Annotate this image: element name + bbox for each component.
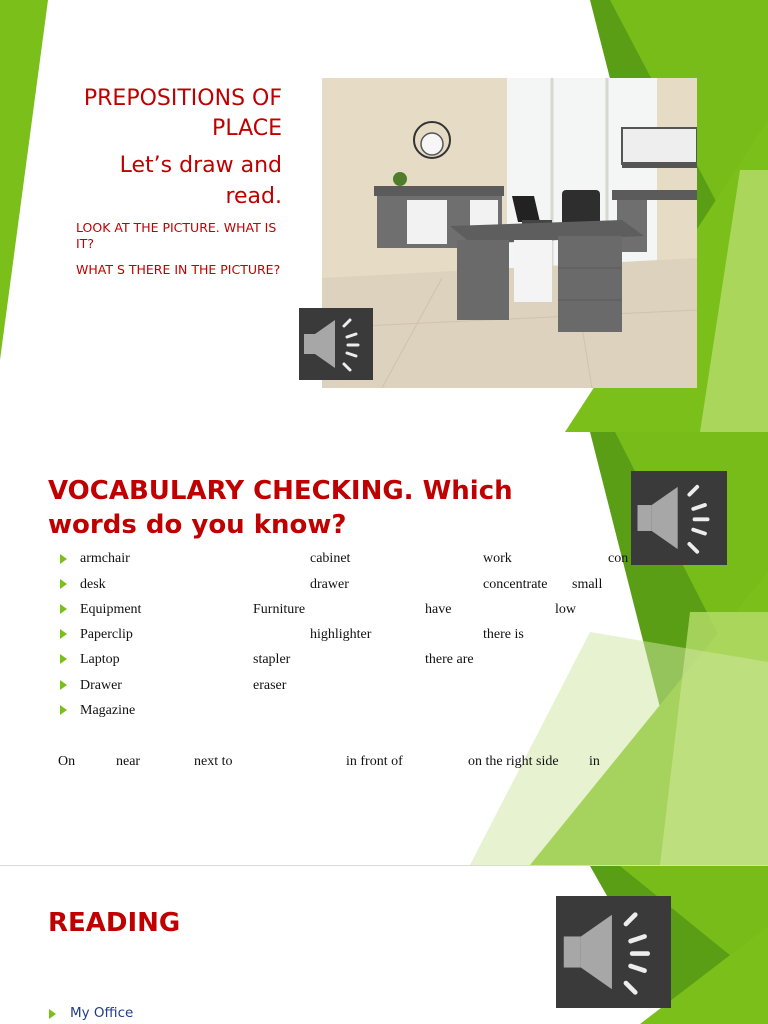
vocab-word: there are bbox=[425, 652, 474, 667]
audio-speaker-button[interactable] bbox=[631, 471, 727, 565]
preposition-word: in front of bbox=[346, 754, 403, 769]
slide-1 bbox=[0, 0, 768, 432]
vocab-word: con bbox=[608, 551, 629, 566]
slide-3 bbox=[0, 866, 768, 1024]
question-1: LOOK AT THE PICTURE. WHAT IS IT? bbox=[76, 220, 277, 251]
audio-speaker-button[interactable] bbox=[299, 308, 373, 380]
vocab-word: drawer bbox=[310, 577, 349, 592]
speaker-icon bbox=[631, 471, 727, 565]
bullet-icon bbox=[60, 654, 67, 664]
question-2: WHAT S THERE IN THE PICTURE? bbox=[76, 262, 281, 277]
vocab-word: Laptop bbox=[80, 652, 120, 667]
vocab-word: have bbox=[425, 602, 452, 617]
vocab-word: Equipment bbox=[80, 602, 142, 617]
preposition-word: next to bbox=[194, 754, 233, 769]
vocab-word: eraser bbox=[253, 678, 287, 693]
speaker-icon bbox=[299, 308, 373, 380]
slide-subtitle: Let’s draw and read. bbox=[119, 153, 282, 209]
vocab-word: highlighter bbox=[310, 627, 372, 642]
vocab-word: Magazine bbox=[80, 703, 136, 718]
preposition-word: on the right side bbox=[468, 754, 559, 769]
slide-title: PREPOSITIONS OF PLACE bbox=[83, 86, 282, 141]
section-heading: READING bbox=[48, 908, 181, 938]
section-heading: VOCABULARY CHECKING. Which words do you know? bbox=[48, 476, 513, 540]
office-desk-photo bbox=[322, 78, 697, 388]
vocab-word: armchair bbox=[80, 551, 130, 566]
preposition-word: near bbox=[116, 754, 141, 769]
audio-speaker-button[interactable] bbox=[556, 896, 671, 1008]
vocab-word: small bbox=[572, 577, 603, 592]
speaker-icon bbox=[556, 896, 671, 1008]
preposition-word: On bbox=[58, 754, 76, 769]
reading-item-link[interactable]: My Office bbox=[70, 1005, 134, 1021]
bullet-icon bbox=[60, 604, 67, 614]
vocab-word: stapler bbox=[253, 652, 291, 667]
slide-2 bbox=[0, 432, 768, 865]
vocab-word: concentrate bbox=[483, 577, 548, 592]
vocab-word: low bbox=[555, 602, 576, 617]
vocab-word: work bbox=[483, 551, 512, 566]
bullet-icon bbox=[49, 1009, 56, 1019]
bullet-icon bbox=[60, 579, 67, 589]
bullet-icon bbox=[60, 705, 67, 715]
bullet-icon bbox=[60, 680, 67, 690]
vocab-word: Paperclip bbox=[80, 627, 133, 642]
bullet-icon bbox=[60, 629, 67, 639]
vocab-word: desk bbox=[80, 577, 106, 592]
vocab-word: Drawer bbox=[80, 678, 122, 693]
vocab-word: Furniture bbox=[253, 602, 306, 617]
vocab-word: there is bbox=[483, 627, 524, 642]
preposition-word: in bbox=[589, 754, 600, 769]
bullet-icon bbox=[60, 554, 67, 564]
vocab-word: cabinet bbox=[310, 551, 351, 566]
